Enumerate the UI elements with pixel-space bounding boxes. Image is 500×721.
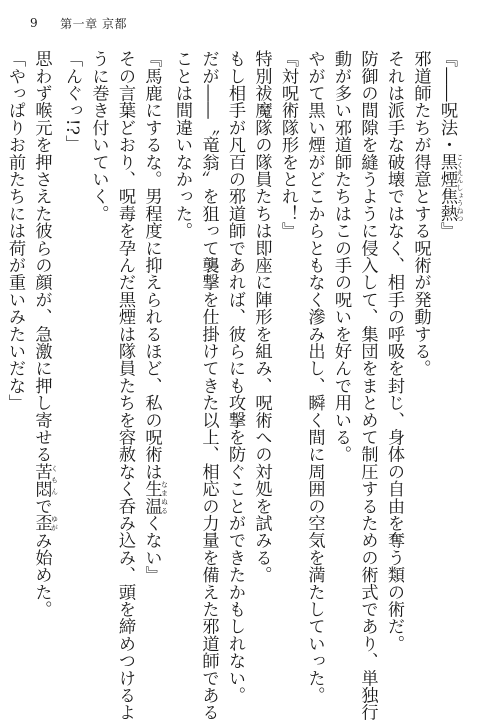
text-line: 『馬鹿にするな。男程度に抑えられるほど、私の呪術は生温 なまぬるくない』 [141, 50, 169, 584]
text-line: だが――〝竜翁〟を狙って襲撃を仕掛けてきた以上、相応の力量を備えた邪道師である [198, 50, 219, 721]
text-line: 動が多い邪道師たちはこの手の呪いを好んで用いる。 [331, 50, 351, 463]
ruby-word: 歪 ゆが [31, 514, 59, 532]
text-line: ことは間違いなかった。 [172, 50, 192, 240]
text-line: もし相手が凡百の邪道師であれば、彼らにも攻撃を防ぐことができたかもしれない。 [225, 50, 245, 704]
text-line: 思わず喉元を押さえた彼らの顔が、急激に押し寄せる苦悶 くもんで歪 ゆがみ始めた。 [31, 50, 59, 618]
text-line: 特別祓魔隊の隊員たちは即座に陣形を組み、呪術への対処を試みる。 [251, 50, 272, 584]
ruby-word: 黒煙焦熱 こくえんしょうねつ [437, 153, 464, 222]
text-line: それは派手な破壊ではなく、相手の呼吸を封じ、身体の自由を奪う類の術だ。 [384, 50, 404, 652]
text-line: 邪道師たちが得意とする呪術が発動する。 [410, 50, 431, 377]
text-line: 防御の間隙を縫うように侵入して、集団をまとめて制圧するための術式であり、単独行 [357, 50, 378, 721]
ruby-word: 苦悶 くもん [31, 462, 59, 498]
chapter-label: 第一章 [60, 16, 98, 31]
page-header [30, 8, 127, 38]
text-line: 『――呪法・黒煙焦熱 こくえんしょうねつ』 [437, 50, 464, 240]
text-line: うに巻き付いていく。 [88, 50, 109, 222]
ruby-word: 生温 なまぬる [141, 480, 169, 515]
text-line: やがて黒い煙がどこからともなく滲み出し、瞬く間に周囲の空気を満たしていった。 [304, 50, 325, 704]
text-line: 「やっぱりお前たちには荷が重いみたいだな」 [5, 50, 25, 412]
page-number: 9 [30, 16, 39, 30]
text-line: 『対呪術隊形をとれ！』 [278, 50, 298, 240]
text-line: その言葉どおり、呪毒を孕んだ黒煙は隊員たちを容赦なく呑み込み、頭を締めつけるよ [115, 50, 135, 721]
vertical-text-body [2, 50, 465, 721]
chapter-title: 京都 [101, 16, 127, 31]
text-line: 「んぐっ!?」 [62, 50, 82, 153]
